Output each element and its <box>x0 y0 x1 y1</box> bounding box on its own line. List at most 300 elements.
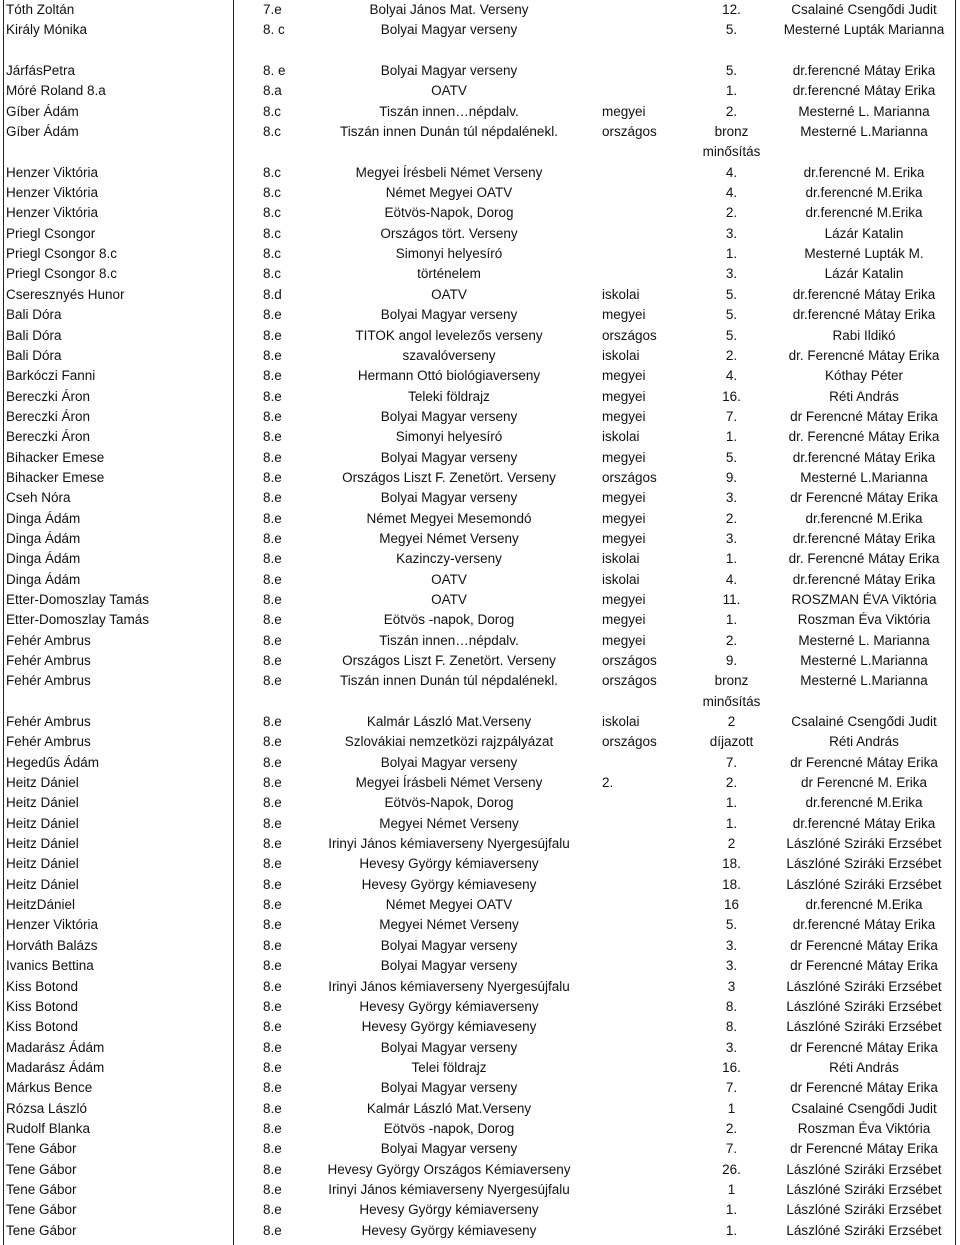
teacher-cell: Roszman Éva Viktória <box>797 1120 931 1136</box>
level-cell: országos <box>602 653 657 668</box>
table-row <box>4 387 955 407</box>
table-row <box>4 448 955 468</box>
teacher-cell: dr.ferencné M.Erika <box>805 185 923 201</box>
competition-cell: Hevesy György kémiaverseny <box>359 998 539 1014</box>
competition-cell: Bolyai Magyar verseny <box>380 490 518 506</box>
table-row <box>4 264 955 284</box>
table-row <box>4 427 955 447</box>
class-cell: 8.c <box>263 185 282 201</box>
student-name: Bihacker Emese <box>6 469 105 485</box>
competition-cell: Kalmár László Mat.Verseny <box>366 1100 532 1116</box>
competition-cell: Hevesy György Országos Kémiaverseny <box>327 1161 571 1177</box>
place-cell: 1 <box>727 1100 736 1116</box>
teacher-cell: dr.ferencné Mátay Erika <box>792 530 936 546</box>
table-row <box>4 0 955 20</box>
student-name: Tene Gábor <box>6 1141 77 1157</box>
table-row <box>4 549 955 569</box>
column-divider <box>233 0 234 1245</box>
table-row <box>4 977 955 997</box>
competition-cell: Simonyi helyesíró <box>395 429 503 445</box>
table-row <box>4 1221 955 1241</box>
table-row <box>4 488 955 508</box>
place-cell: 7. <box>725 408 738 424</box>
class-cell: 8.e <box>263 795 282 811</box>
class-cell: 8.e <box>263 571 282 587</box>
student-name: Bali Dóra <box>6 347 62 363</box>
class-cell: 8.e <box>263 958 282 974</box>
student-name: Priegl Csongor 8.c <box>6 266 118 282</box>
table-row <box>4 854 955 874</box>
competition-cell: Bolyai Magyar verseny <box>380 1080 518 1096</box>
teacher-cell: dr Ferencné Mátay Erika <box>790 1141 938 1157</box>
student-name: Ivanics Bettina <box>6 958 94 974</box>
student-name: Heitz Dániel <box>6 836 79 852</box>
class-cell: 8.e <box>263 327 282 343</box>
student-name: Bali Dóra <box>6 307 62 323</box>
student-name: Bali Dóra <box>6 327 62 343</box>
teacher-cell: Csalainé Csengődi Judit <box>791 1100 937 1116</box>
class-cell: 8.c <box>263 164 282 180</box>
competition-cell: Kazinczy-verseny <box>396 551 502 567</box>
place-cell: 1. <box>725 795 738 811</box>
place-cell: 26. <box>722 1161 741 1177</box>
place-cell: 18. <box>722 876 741 892</box>
class-cell: 8.e <box>263 937 282 953</box>
student-name: Bihacker Emese <box>6 449 105 465</box>
table-row <box>4 1017 955 1037</box>
competition-cell: Országos Liszt F. Zenetört. Verseny <box>342 469 556 485</box>
column-divider <box>955 0 956 1245</box>
place-cell: 1. <box>725 551 738 567</box>
competition-cell: Német Megyei OATV <box>385 185 513 201</box>
table-row <box>4 102 955 122</box>
class-cell: 8.e <box>263 347 282 363</box>
student-name: Madarász Ádám <box>6 1039 105 1055</box>
place-cell: 2. <box>725 632 738 648</box>
student-name: Rózsa László <box>6 1100 88 1116</box>
place-cell: 9. <box>725 469 738 485</box>
class-cell: 8.e <box>263 876 282 892</box>
teacher-cell: dr.ferencné M.Erika <box>805 510 923 526</box>
competition-cell: Bolyai Magyar verseny <box>380 1039 518 1055</box>
teacher-cell: Lázár Katalin <box>824 266 904 282</box>
level-cell: megyei <box>602 307 646 323</box>
class-cell: 8.e <box>263 530 282 546</box>
competition-cell: Megyei Német Verseny <box>379 815 519 831</box>
competition-cell: Német Megyei Mesemondó <box>366 510 532 526</box>
student-name: Henzer Viktória <box>6 917 99 933</box>
student-name: Bereczki Áron <box>6 429 91 445</box>
level-cell: országos <box>602 327 657 343</box>
teacher-cell: Mesterné L. Marianna <box>798 632 930 648</box>
table-row <box>4 834 955 854</box>
class-cell: 8.c <box>263 103 282 119</box>
place-cell: 5. <box>725 63 738 79</box>
table-row <box>4 305 955 325</box>
table-row <box>4 20 955 61</box>
place-cell: 5. <box>725 286 738 302</box>
competition-cell: Bolyai Magyar verseny <box>380 958 518 974</box>
student-name: Henzer Viktória <box>6 205 99 221</box>
teacher-cell: Mesterné L.Marianna <box>800 673 928 689</box>
level-cell: megyei <box>602 490 646 506</box>
class-cell: 8.e <box>263 815 282 831</box>
class-cell: 8.e <box>263 978 282 994</box>
table-row <box>4 631 955 651</box>
place-cell: 3. <box>725 225 738 241</box>
teacher-cell: Réti András <box>829 1059 899 1075</box>
competition-cell: Irinyi János kémiaverseny Nyergesújfalu <box>328 978 570 994</box>
place-cell: 3. <box>725 937 738 953</box>
teacher-cell: dr Ferencné Mátay Erika <box>790 408 938 424</box>
teacher-cell: Lászlóné Sziráki Erzsébet <box>786 998 942 1014</box>
competition-cell: Bolyai Magyar verseny <box>380 307 518 323</box>
teacher-cell: Mesterné L.Marianna <box>800 653 928 668</box>
place-cell: 18. <box>722 856 741 872</box>
table-row <box>4 793 955 813</box>
place-cell: 8. <box>725 1019 738 1035</box>
teacher-cell: dr Ferencné Mátay Erika <box>790 490 938 506</box>
student-name: Heitz Dániel <box>6 856 79 872</box>
competition-cell: Hevesy György kémiaverseny <box>359 1202 539 1218</box>
class-cell: 8.c <box>263 246 282 262</box>
teacher-cell: Csalainé Csengődi Judit <box>791 714 937 730</box>
place-cell: díjazott <box>709 734 754 750</box>
class-cell: 8.e <box>263 510 282 526</box>
table-row <box>4 1200 955 1220</box>
student-name: Gíber Ádám <box>6 124 79 140</box>
teacher-cell: Lászlóné Sziráki Erzsébet <box>786 856 942 872</box>
class-cell: 8.e <box>263 551 282 567</box>
level-cell: országos <box>602 673 657 689</box>
table-row <box>4 183 955 203</box>
place-cell: 2. <box>725 103 738 119</box>
class-cell: 8.e <box>263 1019 282 1035</box>
student-name: Dinga Ádám <box>6 510 81 526</box>
table-row <box>4 468 955 488</box>
teacher-cell: dr. Ferencné Mátay Erika <box>788 551 940 567</box>
student-name: Horváth Balázs <box>6 937 98 953</box>
table-row <box>4 61 955 81</box>
teacher-cell: dr.ferencné Mátay Erika <box>792 815 936 831</box>
class-cell: 8. e <box>263 63 286 79</box>
student-name: Hegedűs Ádám <box>6 754 100 770</box>
place-cell: 11. <box>722 591 741 607</box>
teacher-cell: dr.ferencné Mátay Erika <box>792 307 936 323</box>
teacher-cell: dr.ferencné Mátay Erika <box>792 83 936 99</box>
student-name: Tene Gábor <box>6 1222 77 1238</box>
place-cell: 3. <box>725 490 738 506</box>
place-cell: 4. <box>725 368 738 384</box>
level-cell: országos <box>602 124 657 140</box>
place-cell: 2 <box>727 714 736 730</box>
level-cell: megyei <box>602 510 646 526</box>
class-cell: 8.e <box>263 734 282 750</box>
place-cell: bronz <box>714 124 749 140</box>
table-row <box>4 1139 955 1159</box>
student-name: Bereczki Áron <box>6 408 91 424</box>
place-cell: 16 <box>723 897 740 913</box>
competition-cell: Bolyai Magyar verseny <box>380 408 518 424</box>
level-cell: iskolai <box>602 551 640 567</box>
class-cell: 8.e <box>263 429 282 445</box>
class-cell: 8.e <box>263 754 282 770</box>
level-cell: országos <box>602 734 657 750</box>
teacher-cell: Lászlóné Sziráki Erzsébet <box>786 1161 942 1177</box>
table-row <box>4 732 955 752</box>
place-cell: 1. <box>725 1222 738 1238</box>
class-cell: 8.e <box>263 917 282 933</box>
student-name: Cseh Nóra <box>6 490 71 506</box>
competition-cell: Bolyai Magyar verseny <box>380 754 518 770</box>
class-cell: 8.e <box>263 1039 282 1055</box>
table-row <box>4 366 955 386</box>
class-cell: 8.e <box>263 1080 282 1096</box>
place-cell: 7. <box>725 754 738 770</box>
table-row <box>4 1180 955 1200</box>
level-cell: iskolai <box>602 571 640 587</box>
teacher-cell: ROSZMAN ÉVA Viktória <box>791 591 937 607</box>
teacher-cell: Lászlóné Sziráki Erzsébet <box>786 836 942 852</box>
class-cell: 8.c <box>263 124 282 140</box>
competition-cell: Eötvös -napok, Dorog <box>383 612 515 628</box>
student-name: Priegl Csongor 8.c <box>6 246 118 262</box>
competition-cell: szavalóverseny <box>402 347 496 363</box>
table-row <box>4 997 955 1017</box>
table-row <box>4 1058 955 1078</box>
table-row <box>4 895 955 915</box>
place-cell: 3. <box>725 1039 738 1055</box>
level-cell: iskolai <box>602 429 640 445</box>
teacher-cell: dr.ferencné Mátay Erika <box>792 571 936 587</box>
competition-cell: TITOK angol levelezős verseny <box>355 327 543 343</box>
student-name: Fehér Ambrus <box>6 734 91 750</box>
place-cell: 2. <box>725 205 738 221</box>
level-cell: megyei <box>602 408 646 424</box>
teacher-cell: Réti András <box>829 388 899 404</box>
table-row <box>4 773 955 793</box>
teacher-cell: Lászlóné Sziráki Erzsébet <box>786 1019 942 1035</box>
competition-cell: Hevesy György kémiaverseny <box>359 856 539 872</box>
competition-cell: Hermann Ottó biológiaverseny <box>357 368 541 384</box>
place-cell: 1. <box>725 429 738 445</box>
competition-cell: történelem <box>417 266 481 282</box>
place-cell: 1. <box>725 612 738 628</box>
class-cell: 8.e <box>263 449 282 465</box>
competition-cell: Bolyai Magyar verseny <box>380 449 518 465</box>
class-cell: 8.c <box>263 266 282 282</box>
teacher-cell: Lázár Katalin <box>824 225 904 241</box>
competition-cell: Német Megyei OATV <box>385 897 513 913</box>
teacher-cell: dr Ferencné Mátay Erika <box>790 958 938 974</box>
student-name: Kiss Botond <box>6 978 79 994</box>
student-name: Henzer Viktória <box>6 164 99 180</box>
table-row <box>4 244 955 264</box>
table-row <box>4 81 955 101</box>
competition-cell: Irinyi János kémiaverseny Nyergesújfalu <box>328 836 570 852</box>
class-cell: 8.e <box>263 714 282 730</box>
competition-cell: Hevesy György kémiaveseny <box>361 1222 537 1238</box>
competition-cell: Tiszán innen Dunán túl népdalénekl. <box>340 124 558 140</box>
place-cell: 4. <box>725 185 738 201</box>
table-row <box>4 956 955 976</box>
student-name: Márkus Bence <box>6 1080 93 1096</box>
place-cell: 4. <box>725 164 738 180</box>
teacher-cell: dr Ferencné Mátay Erika <box>790 1039 938 1055</box>
class-cell: 8.e <box>263 673 282 689</box>
table-row <box>4 1038 955 1058</box>
place-cell: 4. <box>725 571 738 587</box>
competition-cell: Eötvös-Napok, Dorog <box>384 795 514 811</box>
table-row <box>4 1099 955 1119</box>
class-cell: 8.e <box>263 408 282 424</box>
level-cell: megyei <box>602 612 646 628</box>
class-cell: 8.e <box>263 591 282 607</box>
student-name: Fehér Ambrus <box>6 673 91 689</box>
teacher-cell: dr Ferencné M. Erika <box>800 775 928 791</box>
student-name: Kiss Botond <box>6 1019 79 1035</box>
place-cell: 3. <box>725 530 738 546</box>
student-name: Dinga Ádám <box>6 571 81 587</box>
student-name: Gíber Ádám <box>6 103 79 119</box>
student-name: Heitz Dániel <box>6 795 79 811</box>
student-name: Heitz Dániel <box>6 815 79 831</box>
place-cell: 2. <box>725 347 738 363</box>
place-note: minősítás <box>702 693 761 709</box>
teacher-cell: dr.ferencné M.Erika <box>805 897 923 913</box>
competition-cell: Irinyi János kémiaverseny Nyergesújfalu <box>328 1181 570 1197</box>
competition-cell: Bolyai Magyar verseny <box>380 1141 518 1157</box>
place-cell: 3. <box>725 266 738 282</box>
teacher-cell: dr Ferencné Mátay Erika <box>790 1080 938 1096</box>
level-cell: megyei <box>602 388 646 404</box>
class-cell: 8.e <box>263 388 282 404</box>
place-cell: 5. <box>725 917 738 933</box>
competition-cell: Eötvös-Napok, Dorog <box>384 205 514 221</box>
student-name: Priegl Csongor <box>6 225 96 241</box>
competition-cell: OATV <box>431 571 467 587</box>
teacher-cell: Lászlóné Sziráki Erzsébet <box>786 876 942 892</box>
table-row <box>4 875 955 895</box>
class-cell: 7.e <box>263 2 282 17</box>
competition-cell: Hevesy György kémiaveseny <box>361 876 537 892</box>
place-cell: 1 <box>727 1181 736 1197</box>
teacher-cell: Roszman Éva Viktória <box>797 612 931 628</box>
table-row <box>4 1119 955 1139</box>
student-name: Cseresznyés Hunor <box>6 286 125 302</box>
student-name: Rudolf Blanka <box>6 1120 91 1136</box>
student-name: Etter-Domoszlay Tamás <box>6 591 150 607</box>
student-name: Etter-Domoszlay Tamás <box>6 612 150 628</box>
class-cell: 8.e <box>263 1161 282 1177</box>
class-cell: 8.e <box>263 1100 282 1116</box>
competition-cell: Hevesy György kémiaveseny <box>361 1019 537 1035</box>
class-cell: 8.e <box>263 1059 282 1075</box>
table-row <box>4 936 955 956</box>
competition-cell: Tiszán innen…népdalv. <box>379 632 519 648</box>
class-cell: 8. c <box>263 22 285 38</box>
class-cell: 8.e <box>263 368 282 384</box>
level-cell: 2. <box>602 775 614 791</box>
class-cell: 8.e <box>263 836 282 852</box>
student-name: Tene Gábor <box>6 1161 77 1177</box>
student-name: Király Mónika <box>6 22 88 38</box>
teacher-cell: dr.ferencné M.Erika <box>805 205 923 221</box>
place-cell: 2. <box>725 510 738 526</box>
class-cell: 8.c <box>263 225 282 241</box>
level-cell: megyei <box>602 449 646 465</box>
competition-cell: Megyei Német Verseny <box>379 530 519 546</box>
competition-cell: Eötvös -napok, Dorog <box>383 1120 515 1136</box>
student-name: Dinga Ádám <box>6 551 81 567</box>
student-name: Heitz Dániel <box>6 876 79 892</box>
table-row <box>4 651 955 671</box>
teacher-cell: Rabi Ildikó <box>832 327 896 343</box>
place-cell: 5. <box>725 307 738 323</box>
student-name: Dinga Ádám <box>6 530 81 546</box>
class-cell: 8.e <box>263 307 282 323</box>
class-cell: 8.e <box>263 1120 282 1136</box>
student-name: Fehér Ambrus <box>6 632 91 648</box>
competition-cell: Kalmár László Mat.Verseny <box>366 714 532 730</box>
competition-cell: Tiszán innen Dunán túl népdalénekl. <box>340 673 558 689</box>
student-name: JárfásPetra <box>6 63 76 79</box>
teacher-cell: dr Ferencné Mátay Erika <box>790 754 938 770</box>
place-cell: 1. <box>725 83 738 99</box>
teacher-cell: Mesterné Lupták M. <box>804 246 924 262</box>
class-cell: 8.e <box>263 998 282 1014</box>
class-cell: 8.a <box>263 83 282 99</box>
table-row <box>4 590 955 610</box>
place-cell: 1. <box>725 1202 738 1218</box>
table-row <box>4 1160 955 1180</box>
place-cell: 8. <box>725 998 738 1014</box>
competition-cell: Simonyi helyesíró <box>395 246 503 262</box>
place-cell: 1. <box>725 815 738 831</box>
teacher-cell: dr.ferencné Mátay Erika <box>792 286 936 302</box>
student-name: Tene Gábor <box>6 1181 77 1197</box>
class-cell: 8.e <box>263 897 282 913</box>
teacher-cell: dr.ferencné M.Erika <box>805 795 923 811</box>
class-cell: 8.e <box>263 1202 282 1218</box>
table-row <box>4 203 955 223</box>
student-name: Móré Roland 8.a <box>6 83 106 99</box>
level-cell: megyei <box>602 103 646 119</box>
teacher-cell: Kóthay Péter <box>824 368 904 384</box>
student-name: Tóth Zoltán <box>6 2 75 17</box>
place-cell: 9. <box>725 653 738 668</box>
class-cell: 8.e <box>263 775 282 791</box>
student-name: Kiss Botond <box>6 998 79 1014</box>
table-row <box>4 346 955 366</box>
student-name: Fehér Ambrus <box>6 653 91 668</box>
class-cell: 8.d <box>263 286 282 302</box>
competition-cell: OATV <box>431 591 467 607</box>
teacher-cell: Mesterné Lupták Marianna <box>783 22 945 38</box>
table-row <box>4 122 955 163</box>
teacher-cell: Lászlóné Sziráki Erzsébet <box>786 1202 942 1218</box>
teacher-cell: dr.ferencné M. Erika <box>803 164 925 180</box>
table-row <box>4 915 955 935</box>
competition-cell: Bolyai Magyar verseny <box>380 22 518 38</box>
table-row <box>4 163 955 183</box>
table-row <box>4 570 955 590</box>
place-cell: 7. <box>725 1080 738 1096</box>
teacher-cell: dr. Ferencné Mátay Erika <box>788 347 940 363</box>
table-row <box>4 671 955 712</box>
place-note: minősítás <box>702 144 761 160</box>
competition-cell: Megyei Német Verseny <box>379 917 519 933</box>
